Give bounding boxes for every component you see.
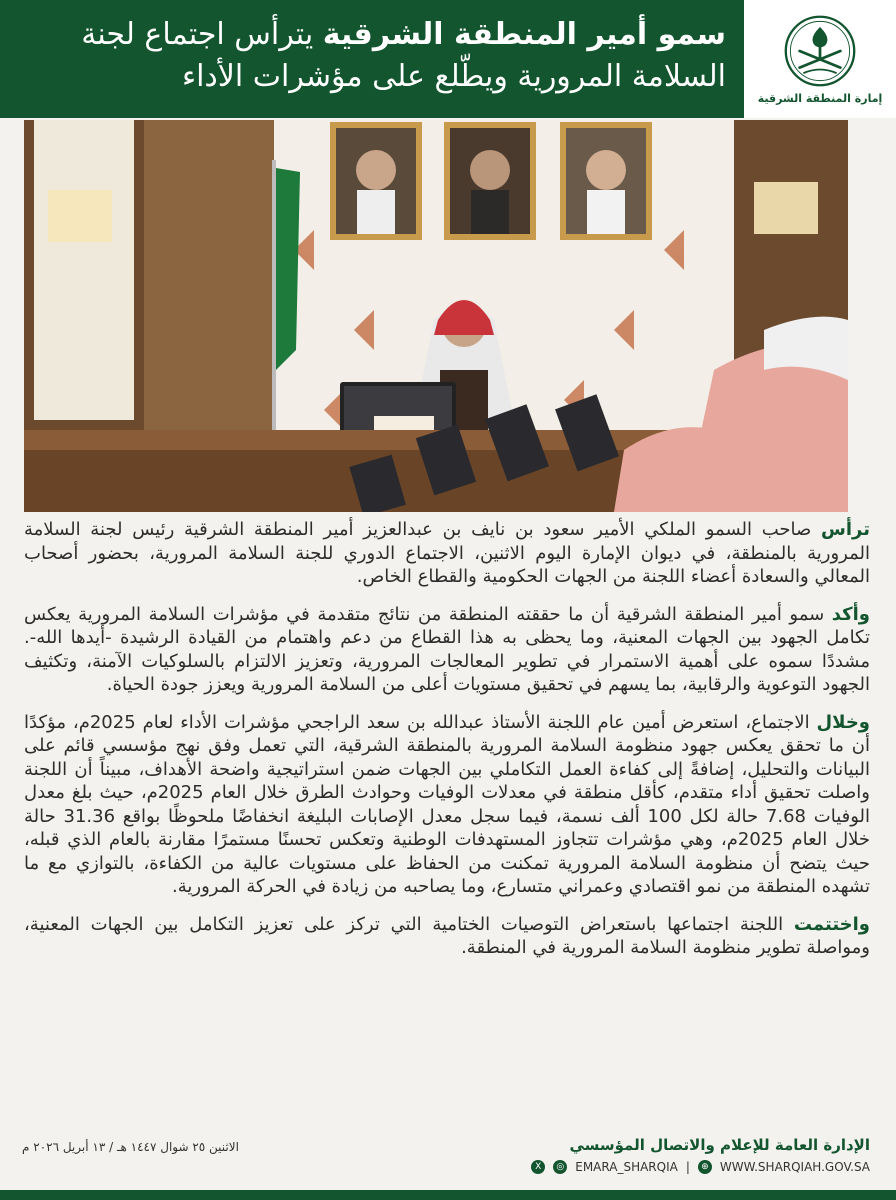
separator: | bbox=[685, 1160, 690, 1174]
meeting-photo bbox=[24, 120, 848, 512]
globe-icon: ⊕ bbox=[698, 1160, 712, 1174]
article-paragraph bbox=[24, 913, 870, 960]
paragraph-lead: واختتمت bbox=[793, 913, 870, 935]
website-link[interactable]: WWW.SHARQIAH.GOV.SA bbox=[719, 1160, 870, 1174]
bottom-accent-bar bbox=[0, 1190, 896, 1200]
article-paragraph bbox=[24, 518, 870, 589]
header-banner bbox=[0, 0, 896, 118]
paragraph-text: اللجنة اجتماعها باستعراض التوصيات الختامية التي تركز على تعزيز التكامل بين الجهات المعنية، ومواصلة تطوير منظومة السلامة المرورية في المنطقة. bbox=[24, 913, 870, 958]
saudi-emblem-icon bbox=[783, 14, 857, 88]
footer-date: الاثنين ٢٥ شوال ١٤٤٧ هـ / ١٣ أبريل ٢٠٢٦ م bbox=[22, 1140, 239, 1154]
page-title bbox=[20, 14, 726, 98]
x-icon[interactable]: X bbox=[531, 1160, 545, 1174]
instagram-icon[interactable]: ◎ bbox=[553, 1160, 567, 1174]
paragraph-lead: وأكد bbox=[831, 603, 870, 625]
article-paragraph bbox=[24, 711, 870, 899]
footer-org-name: الإدارة العامة للإعلام والاتصال المؤسسي bbox=[569, 1136, 870, 1154]
paragraph-lead: وخلال bbox=[816, 711, 870, 733]
footer-links bbox=[531, 1160, 870, 1174]
title-rest: يترأس اجتماع لجنة السلامة المرورية ويطّلع على مؤشرات الأداء bbox=[81, 17, 726, 94]
title-highlight: سمو أمير المنطقة الشرقية bbox=[322, 17, 726, 52]
logo-caption: إمارة المنطقة الشرقية bbox=[757, 91, 883, 105]
article-paragraph bbox=[24, 603, 870, 697]
paragraph-text: صاحب السمو الملكي الأمير سعود بن نايف بن عبدالعزيز أمير المنطقة الشرقية رئيس لجنة السلامة المرورية بالمنطقة، في ديوان الإمارة اليوم الاثنين، الاجتماع الدوري للجنة السلامة المرورية، بحضور أصحاب المعالي والسعادة أعضاء اللجنة من الجهات الحكومية والقطاع الخاص. bbox=[24, 519, 870, 587]
paragraph-text: الاجتماع، استعرض أمين عام اللجنة الأستاذ عبدالله بن سعد الراجحي مؤشرات الأداء لعام 2025م، مؤكدًا أن ما تحقق يعكس جهود منظومة السلامة المرورية بالمنطقة الشرقية، التي تعمل وفق نهج مؤسسي قائم على البيانات والتحليل، إضافةً إلى كفاءة العمل التكاملي بين الجهات ضمن استراتيجية واضحة الأهداف، مبيناً أن اللجنة واصلت تحقيق أداء متقدم، كأقل منطقة في معدلات الوفيات وحوادث الطرق خلال العام 2025م، حيث بلغ معدل الوفيات 7.68 حالة لكل 100 ألف نسمة، فيما سجل معدل الإصابات البليغة انخفاضًا ملحوظًا بواقع 31.36 حالة خلال العام 2025م، وهي مؤشرات تتجاوز المستهدفات الوطنية وتعكس تحسنًا مستمرًا مقارنة بالعام الذي قبله، حيث يتضح أن منظومة السلامة المرورية تمكنت من الحفاظ على مستويات عالية من الكفاءة، بالتوازي مع ما تشهده المنطقة من نمو اقتصادي وعمراني متسارع، وما يصاحبه من زيادة في الحركة المرورية. bbox=[24, 711, 871, 897]
paragraph-text: سمو أمير المنطقة الشرقية أن ما حققته المنطقة من نتائج متقدمة في مؤشرات السلامة المرورية يعكس تكامل الجهود بين الجهات المعنية، وما يحظى به هذا القطاع من دعم واهتمام من القيادة الرشيدة -أيدها الله-. مشددًا سموه على أهمية الاستمرار في تطوير المعالجات المرورية، وتعزيز الالتزام بالسلوكيات الآمنة، وتكثيف الجهود التوعوية والرقابية، بما يسهم في تحقيق مستويات أعلى من السلامة المرورية ويعزز جودة الحياة. bbox=[24, 603, 870, 695]
emirate-logo bbox=[744, 0, 896, 118]
social-handle[interactable]: EMARA_SHARQIA bbox=[575, 1160, 678, 1174]
paragraph-lead: ترأس bbox=[821, 519, 870, 540]
article-body bbox=[24, 518, 870, 974]
meeting-photo-illustration bbox=[24, 120, 848, 512]
